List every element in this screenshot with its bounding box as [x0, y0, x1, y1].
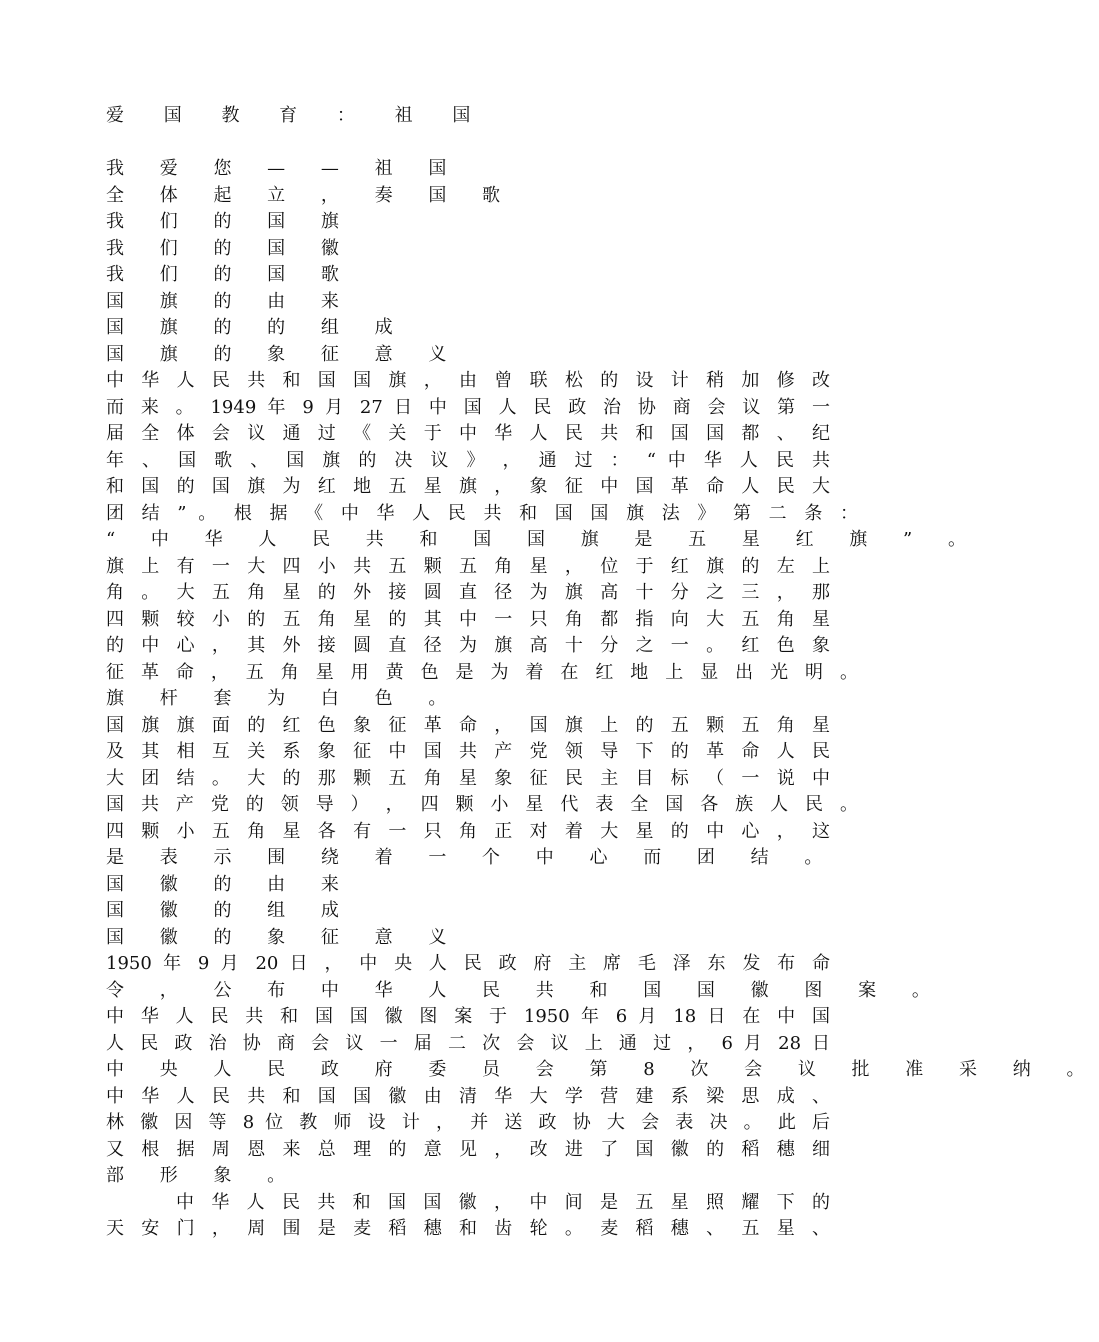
- text-line: 我 们 的 国 歌: [106, 264, 354, 285]
- text-line: 旗 杆 套 为 白 色 。: [106, 688, 462, 709]
- text-line: 大 团 结 。 大 的 那 颗 五 角 星 象 征 民 主 目 标 （ 一 说 中: [106, 767, 830, 789]
- text-line: 人 民 政 治 协 商 会 议 一 届 二 次 会 议 上 通 过 ， 6 月 28 日: [106, 1032, 830, 1054]
- text-line: 又 根 据 周 恩 来 总 理 的 意 见 ， 改 进 了 国 徽 的 稻 穗 细: [106, 1138, 830, 1160]
- text-line: 中 央 人 民 政 府 委 员 会 第 8 次 会 议 批 准 采 纳 。: [106, 1059, 1099, 1080]
- text-line: 国 徽 的 象 征 意 义: [106, 926, 462, 948]
- text-line: 中 华 人 民 共 和 国 国 徽 ， 中 间 是 五 星 照 耀 下 的: [176, 1191, 830, 1213]
- text-line: “ 中 华 人 民 共 和 国 国 旗 是 五 星 红 旗 ” 。: [106, 529, 981, 550]
- text-line: 届 全 体 会 议 通 过 《 关 于 中 华 人 民 共 和 国 国 都 、 纪: [106, 423, 830, 444]
- text-line: 征 革 命 ， 五 角 星 用 黄 色 是 为 着 在 红 地 上 显 出 光 明 。: [106, 661, 858, 683]
- text-line: 和 国 的 国 旗 为 红 地 五 星 旗 ， 象 征 中 国 革 命 人 民 大: [106, 476, 830, 497]
- text-line: 中 华 人 民 共 和 国 国 徽 由 清 华 大 学 营 建 系 梁 思 成 、: [106, 1085, 830, 1107]
- text-line: 林 徽 因 等 8 位 教 师 设 计 ， 并 送 政 协 大 会 表 决 。 此 后: [106, 1112, 830, 1133]
- text-line: 国 旗 的 由 来: [106, 290, 354, 312]
- text-line: 及 其 相 互 关 系 象 征 中 国 共 产 党 领 导 下 的 革 命 人 民: [106, 741, 830, 762]
- text-line: 1950 年 9 月 20 日 ， 中 央 人 民 政 府 主 席 毛 泽 东 发 布 命: [106, 953, 830, 974]
- text-line: 四 颗 较 小 的 五 角 星 的 其 中 一 只 角 都 指 向 大 五 角 星: [106, 608, 830, 630]
- text-line: 国 旗 旗 面 的 红 色 象 征 革 命 ， 国 旗 上 的 五 颗 五 角 星: [106, 714, 830, 736]
- text-line: 的 中 心 ， 其 外 接 圆 直 径 为 旗 高 十 分 之 一 。 红 色 象: [106, 635, 830, 656]
- text-line: 团 结 ” 。 根 据 《 中 华 人 民 共 和 国 国 旗 法 》 第 二 条 ：: [106, 502, 858, 524]
- text-line: 国 徽 的 组 成: [106, 900, 354, 921]
- text-line: 而 来 。 1949 年 9 月 27 日 中 国 人 民 政 治 协 商 会 议 第 一: [106, 396, 830, 418]
- text-line: 部 形 象 。: [106, 1165, 301, 1186]
- text-line: 旗 上 有 一 大 四 小 共 五 颗 五 角 星 ， 位 于 红 旗 的 左 上: [106, 555, 830, 577]
- text-line: 国 徽 的 由 来: [106, 873, 354, 895]
- text-line: 天 安 门 ， 周 围 是 麦 稻 穗 和 齿 轮 。 麦 稻 穗 、 五 星 、: [106, 1218, 830, 1239]
- text-line: 四 颗 小 五 角 星 各 有 一 只 角 正 对 着 大 星 的 中 心 ， 这: [106, 820, 830, 842]
- text-line: 我 们 的 国 徽: [106, 237, 354, 259]
- text-line: 我 们 的 国 旗: [106, 211, 354, 232]
- text-line: 全 体 起 立 ， 奏 国 歌: [106, 184, 516, 206]
- text-line: 中 华 人 民 共 和 国 国 徽 图 案 于 1950 年 6 月 18 日 在 中 国: [106, 1006, 830, 1027]
- text-line: 年 、 国 歌 、 国 旗 的 决 议 》 ， 通 过 ： “ 中 华 人 民 共: [106, 449, 830, 471]
- text-line: 角 。 大 五 角 星 的 外 接 圆 直 径 为 旗 高 十 分 之 三 ， 那: [106, 582, 830, 603]
- document-title: 爱 国 教 育 ： 祖 国: [106, 105, 488, 126]
- text-line: 国 旗 的 象 征 意 义: [106, 343, 462, 365]
- text-line: 国 旗 的 的 组 成: [106, 317, 408, 338]
- text-line: 我 爱 您 — — 祖 国: [106, 158, 462, 179]
- text-line: 国 共 产 党 的 领 导 ） ， 四 颗 小 星 代 表 全 国 各 族 人 民 。: [106, 794, 858, 815]
- text-line: 中 华 人 民 共 和 国 国 旗 ， 由 曾 联 松 的 设 计 稍 加 修 改: [106, 370, 830, 391]
- document-body: [106, 156, 1099, 1243]
- text-line: 是 表 示 围 绕 着 一 个 中 心 而 团 结 。: [106, 847, 838, 868]
- text-line: 令 ， 公 布 中 华 人 民 共 和 国 国 徽 图 案 。: [106, 979, 945, 1001]
